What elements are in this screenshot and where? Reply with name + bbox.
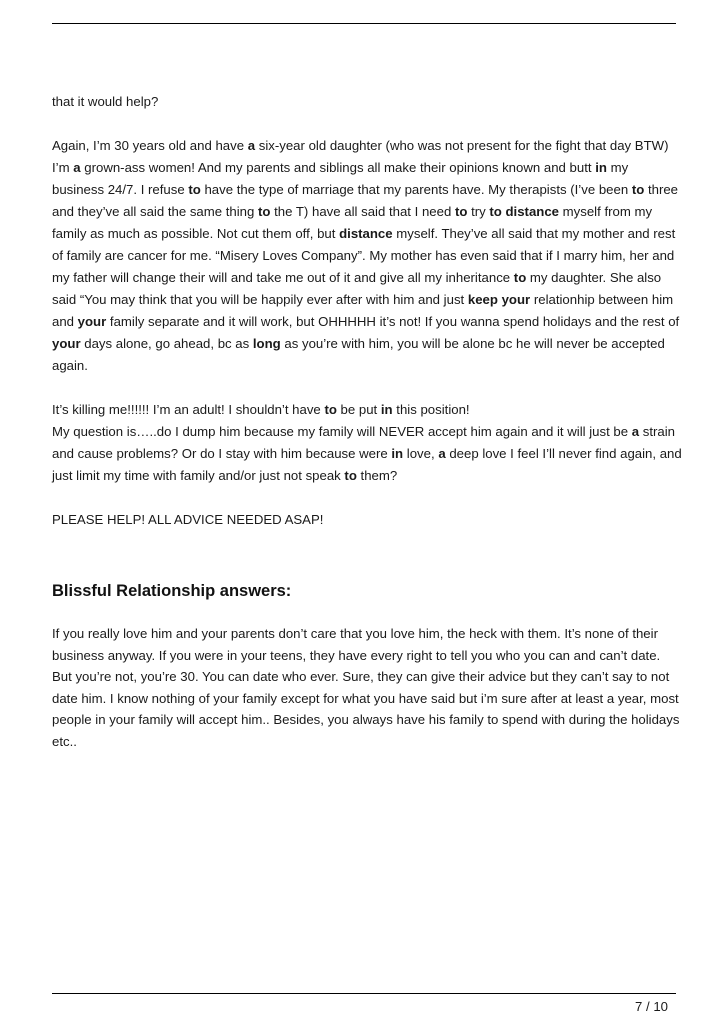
bold-keyword: in <box>595 160 607 175</box>
bold-keyword: to <box>324 402 337 417</box>
bold-keyword: to distance <box>489 204 560 219</box>
bold-keyword: a <box>73 160 81 175</box>
header-rule <box>52 23 676 24</box>
bold-keyword: keep your <box>467 292 531 307</box>
bold-keyword: your <box>52 336 81 351</box>
bold-keyword: to <box>188 182 201 197</box>
question-paragraph-2 <box>52 399 682 487</box>
question-paragraph-3: PLEASE HELP! ALL ADVICE NEEDED ASAP! <box>52 512 324 527</box>
bold-keyword: in <box>391 446 404 461</box>
answer-body <box>52 623 682 752</box>
bold-keyword: a <box>247 138 256 153</box>
bold-keyword: in <box>380 402 393 417</box>
bold-keyword: long <box>252 336 281 351</box>
answer-heading: Blissful Relationship answers: <box>52 582 292 600</box>
bold-keyword: distance <box>339 226 393 241</box>
bold-keyword: to <box>344 468 357 483</box>
question-paragraph-1: Again, I’m 30 years old and have a six-year old daughter (who was not present for the fight that day BTW) I’m a grown-ass women! And my parents and siblings all make their opinions known and butt in my business 24/7. I refuse to have the type of marriage that my parents have. My therapists (I’ve been to three and they’ve all said the same thing to the T) have all said that I need to try to distance myself from my family as much as possible. Not cut them off, but distance myself. They’ve all said that my mother and rest of family are cancer for me. “Misery Loves Company”. My mother has even said that if I marry him, her and my father will change their will and take me out of it and give all my inheritance to my daughter. She also said “You may think that you will be happily ever after with him and just keep your relationhip between him and your family separate and it will work, but OHHHHH it’s not! If you wanna spend holidays and the rest of your days alone, go ahead, bc as long as you’re with him, you will be alone bc he will never be accepted again. <box>52 138 680 373</box>
answer-paragraph: If you really love him and your parents don’t care that you love him, the heck with them. It’s none of their business anyway. If you were in your teens, they have every right to tell you who you can and can’t date. But you’re not, you’re 30. You can date who ever. Sure, they can give their advice but they can’t say to not date him. I know nothing of your family except for what you have said but i’m sure after at least a year, most people in your family will accept him.. Besides, you always have his family to spend with during the holidays etc.. <box>52 626 680 749</box>
bold-keyword: a <box>631 424 640 439</box>
footer-rule <box>52 993 676 994</box>
bold-keyword: to <box>631 182 645 197</box>
bold-keyword: your <box>77 314 107 329</box>
question-line-killing: It’s killing me!!!!!! I’m an adult! I shouldn’t have to be put in this position! <box>52 402 470 417</box>
bold-keyword: to <box>454 204 468 219</box>
bold-keyword: to <box>513 270 527 285</box>
question-body <box>52 91 682 531</box>
question-line-my-question: My question is…..do I dump him because my family will NEVER accept him again and it will just be a strain and cause problems? Or do I stay with him because were in love, a deep love I feel I’ll never find again, and just limit my time with family and/or just not speak to them? <box>52 424 682 483</box>
page-number: 7 / 10 <box>635 999 668 1014</box>
question-paragraph-0: that it would help? <box>52 94 159 109</box>
bold-keyword: to <box>258 204 271 219</box>
bold-keyword: a <box>438 446 446 461</box>
